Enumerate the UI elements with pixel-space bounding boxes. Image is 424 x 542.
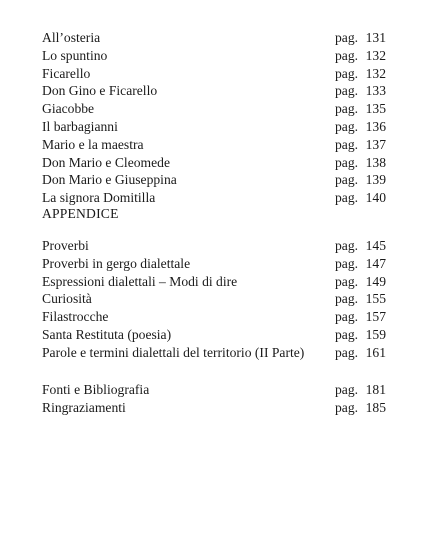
- toc-entry-page-number: 138: [365, 154, 386, 170]
- toc-entry-pag-label: pag.: [335, 309, 359, 325]
- toc-entry-pag-label: pag.: [335, 291, 359, 307]
- toc-entry-title: Don Gino e Ficarello: [42, 83, 158, 99]
- toc-entry-title: Ficarello: [42, 65, 91, 81]
- toc-entry-title: La signora Domitilla: [42, 190, 156, 206]
- toc-entry-title: All’osteria: [42, 30, 101, 45]
- toc-entry-pag-label: pag.: [335, 238, 359, 253]
- toc-entry-title: Santa Restituta (poesia): [42, 326, 172, 342]
- toc-entry-pag-label: pag.: [335, 326, 359, 342]
- toc-entry: [42, 154, 390, 172]
- toc-entry: [42, 273, 390, 291]
- toc-entry: [42, 171, 390, 189]
- toc-entry-page-number: 137: [365, 136, 386, 152]
- toc-entry-title: Proverbi in gergo dialettale: [42, 255, 191, 271]
- toc-entry-pag-label: pag.: [335, 255, 359, 271]
- toc-entry-pag-label: pag.: [335, 118, 359, 134]
- toc-entry-title: Proverbi: [42, 238, 89, 253]
- toc-entry-title: Filastrocche: [42, 309, 109, 325]
- toc-entry-pag-label: pag.: [335, 382, 359, 397]
- toc-entry-title: Giacobbe: [42, 101, 95, 117]
- toc-entry: [42, 237, 390, 255]
- toc-entry-title: Don Mario e Giuseppina: [42, 172, 177, 188]
- toc-entry-pag-label: pag.: [335, 190, 359, 206]
- toc-entry-pag-label: pag.: [335, 47, 359, 63]
- toc-entry: [42, 47, 390, 65]
- toc-entry-page-number: 149: [365, 273, 386, 289]
- toc-entry-page-number: 145: [365, 238, 386, 253]
- toc-entry: [42, 100, 390, 118]
- toc-entry-page-number: 181: [365, 382, 386, 397]
- toc-entry-title: Curiosità: [42, 291, 92, 307]
- toc-entry-title: Espressioni dialettali – Modi di dire: [42, 273, 238, 289]
- appendix-heading: APPENDICE: [42, 206, 119, 221]
- toc-entry-page-number: 135: [365, 101, 386, 117]
- toc-entry-pag-label: pag.: [335, 65, 359, 81]
- toc-entry-pag-label: pag.: [335, 136, 359, 152]
- toc-entry-title: Ringraziamenti: [42, 399, 126, 415]
- toc-entry: [42, 290, 390, 308]
- toc-entry-title: Fonti e Bibliografia: [42, 382, 150, 397]
- toc-entry: [42, 308, 390, 326]
- toc-final-list: [42, 381, 390, 417]
- toc-entry-pag-label: pag.: [335, 172, 359, 188]
- toc-main-list: [42, 29, 390, 207]
- toc-entry-page-number: 157: [365, 309, 386, 325]
- toc-entry: [42, 344, 390, 362]
- toc-entry-page-number: 155: [365, 291, 386, 307]
- toc-entry-pag-label: pag.: [335, 101, 359, 117]
- toc-entry: [42, 82, 390, 100]
- toc-entry-title: Parole e termini dialettali del territorio (II Parte): [42, 344, 305, 360]
- toc-entry-pag-label: pag.: [335, 154, 359, 170]
- toc-entry-page-number: 139: [365, 172, 386, 188]
- toc-entry-page-number: 136: [365, 118, 386, 134]
- toc-entry-pag-label: pag.: [335, 344, 359, 360]
- toc-entry: [42, 136, 390, 154]
- toc-entry-page-number: 132: [365, 65, 386, 81]
- toc-appendix-list: [42, 237, 390, 362]
- toc-entry: [42, 399, 390, 417]
- toc-entry-page-number: 140: [365, 190, 386, 206]
- toc-entry-pag-label: pag.: [335, 273, 359, 289]
- toc-entry: [42, 65, 390, 83]
- toc-entry-page-number: 147: [365, 255, 386, 271]
- toc-entry: [42, 381, 390, 399]
- toc-entry: [42, 255, 390, 273]
- toc-entry-title: Lo spuntino: [42, 47, 108, 63]
- toc-entry-page-number: 132: [365, 47, 386, 63]
- toc-entry-pag-label: pag.: [335, 83, 359, 99]
- toc-entry: [42, 118, 390, 136]
- toc-entry-title: Don Mario e Cleomede: [42, 154, 170, 170]
- toc-entry-title: Il barbagianni: [42, 118, 118, 134]
- toc-entry-page-number: 159: [365, 326, 386, 342]
- toc-entry-page-number: 185: [365, 399, 386, 415]
- toc-entry: [42, 29, 390, 47]
- toc-entry: [42, 326, 390, 344]
- toc-entry-page-number: 161: [365, 344, 386, 360]
- toc-entry-pag-label: pag.: [335, 399, 359, 415]
- toc-entry-title: Mario e la maestra: [42, 136, 144, 152]
- toc-entry-page-number: 133: [365, 83, 386, 99]
- toc-entry-page-number: 131: [365, 30, 386, 45]
- toc-entry-pag-label: pag.: [335, 30, 359, 45]
